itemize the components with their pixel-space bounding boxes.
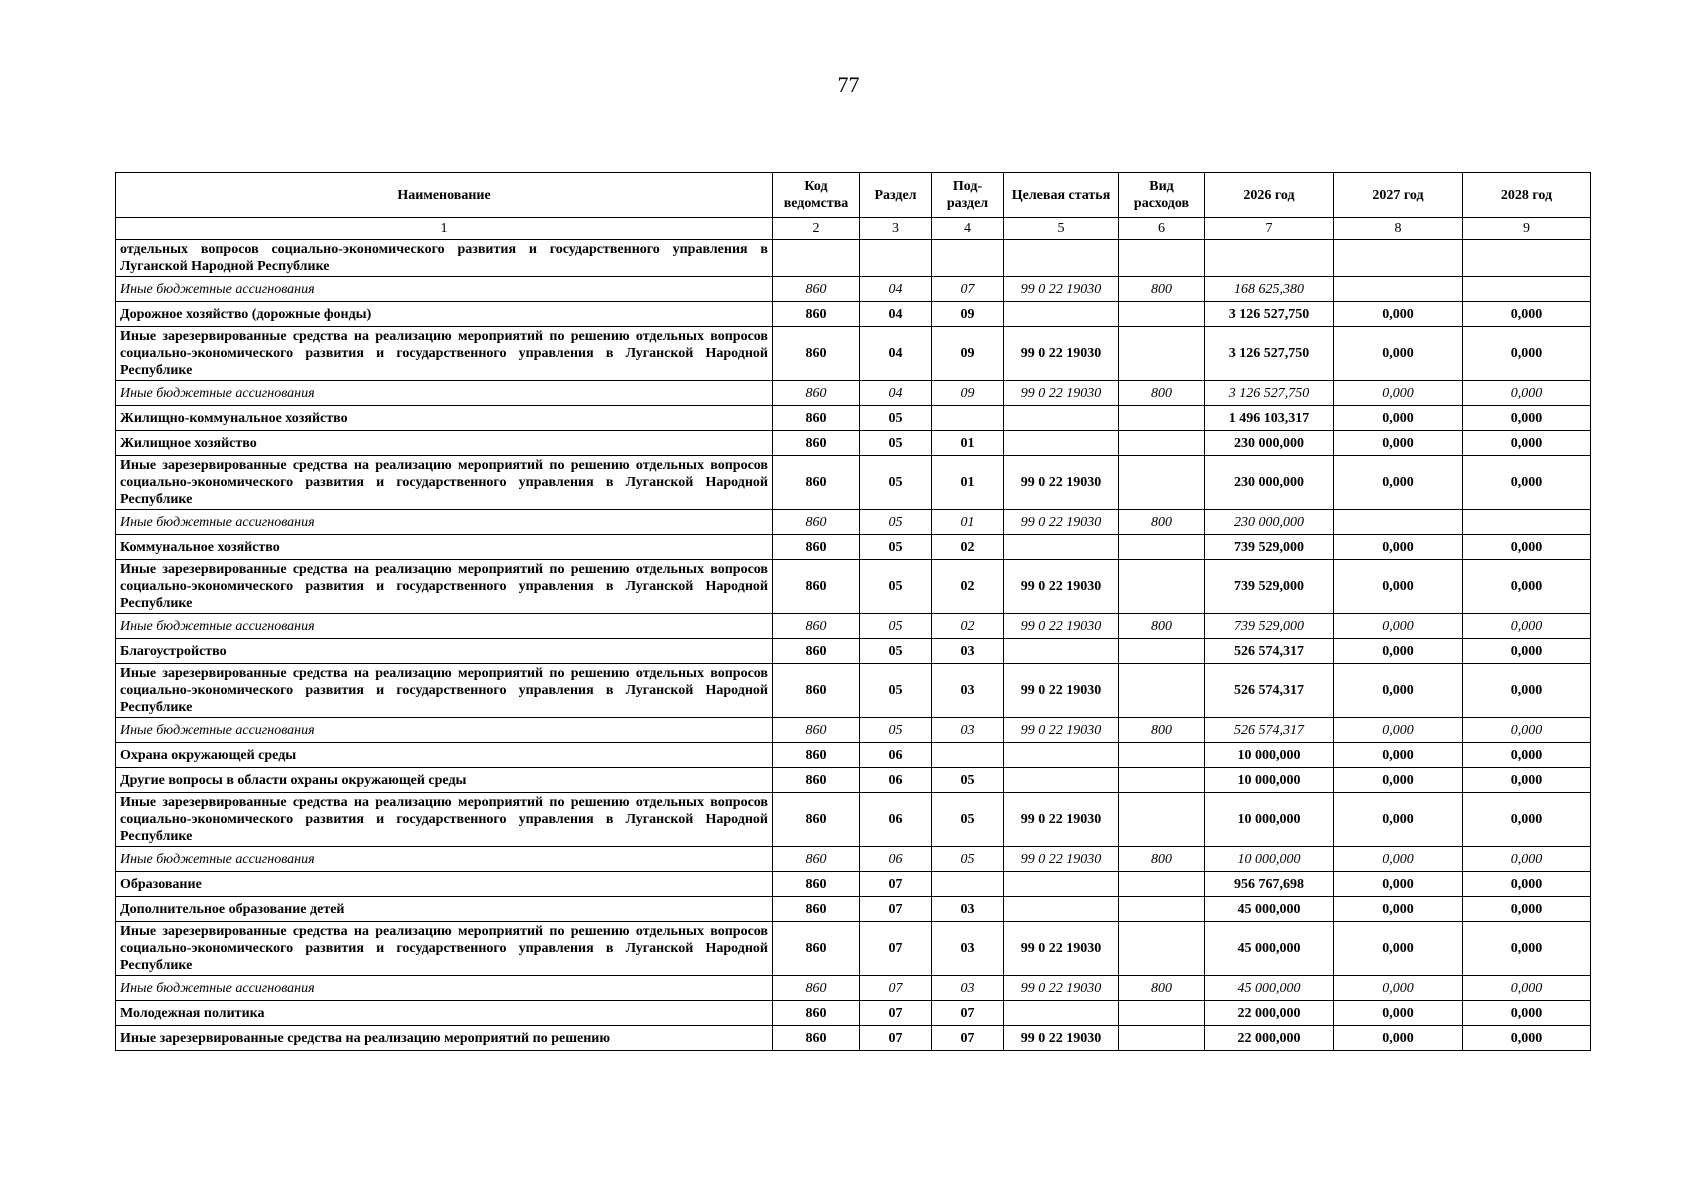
- header-expense-type: Вид расходов: [1119, 173, 1205, 218]
- row-section: [860, 240, 932, 277]
- row-expense-type: [1119, 1001, 1205, 1026]
- row-target-article: 99 0 22 19030: [1004, 510, 1119, 535]
- row-amount-2028: 0,000: [1463, 922, 1591, 976]
- row-expense-type: [1119, 302, 1205, 327]
- header-target-article: Целевая статья: [1004, 173, 1119, 218]
- row-section: 07: [860, 1026, 932, 1051]
- row-expense-type: 800: [1119, 847, 1205, 872]
- row-amount-2026: 739 529,000: [1205, 535, 1334, 560]
- row-subsection: 01: [932, 431, 1004, 456]
- row-amount-2026: 526 574,317: [1205, 664, 1334, 718]
- row-expense-type: [1119, 456, 1205, 510]
- row-dept-code: 860: [773, 381, 860, 406]
- row-target-article: [1004, 743, 1119, 768]
- row-target-article: [1004, 535, 1119, 560]
- row-dept-code: 860: [773, 431, 860, 456]
- row-section: 05: [860, 664, 932, 718]
- row-target-article: [1004, 1001, 1119, 1026]
- header-dept-code: Код ведомства: [773, 173, 860, 218]
- row-subsection: 09: [932, 381, 1004, 406]
- row-expense-type: [1119, 406, 1205, 431]
- row-amount-2028: [1463, 510, 1591, 535]
- row-expense-type: [1119, 743, 1205, 768]
- row-amount-2026: 739 529,000: [1205, 614, 1334, 639]
- row-expense-type: 800: [1119, 277, 1205, 302]
- row-name: Иные бюджетные ассигнования: [116, 277, 773, 302]
- row-amount-2028: 0,000: [1463, 535, 1591, 560]
- row-name: Иные зарезервированные средства на реализацию мероприятий по решению отдельных вопросов социально-экономического развития и государственного управления в Луганской Народной Республике: [116, 922, 773, 976]
- row-dept-code: 860: [773, 302, 860, 327]
- row-amount-2027: 0,000: [1334, 743, 1463, 768]
- row-amount-2026: 10 000,000: [1205, 793, 1334, 847]
- row-amount-2026: 230 000,000: [1205, 456, 1334, 510]
- table-row: [116, 431, 1591, 456]
- row-amount-2028: 0,000: [1463, 1001, 1591, 1026]
- row-expense-type: [1119, 431, 1205, 456]
- row-target-article: [1004, 639, 1119, 664]
- row-dept-code: 860: [773, 872, 860, 897]
- row-amount-2027: 0,000: [1334, 718, 1463, 743]
- row-name: Образование: [116, 872, 773, 897]
- row-amount-2027: 0,000: [1334, 793, 1463, 847]
- row-amount-2026: 45 000,000: [1205, 976, 1334, 1001]
- row-name: Иные бюджетные ассигнования: [116, 718, 773, 743]
- row-dept-code: 860: [773, 277, 860, 302]
- row-amount-2027: 0,000: [1334, 1026, 1463, 1051]
- row-amount-2028: 0,000: [1463, 872, 1591, 897]
- row-section: 05: [860, 456, 932, 510]
- row-expense-type: [1119, 768, 1205, 793]
- table-row: [116, 510, 1591, 535]
- row-amount-2028: 0,000: [1463, 327, 1591, 381]
- table-row: [116, 847, 1591, 872]
- row-section: 05: [860, 510, 932, 535]
- row-amount-2026: 230 000,000: [1205, 431, 1334, 456]
- row-amount-2027: 0,000: [1334, 639, 1463, 664]
- row-dept-code: 860: [773, 614, 860, 639]
- row-subsection: 02: [932, 535, 1004, 560]
- column-number: 2: [773, 218, 860, 240]
- row-amount-2026: 3 126 527,750: [1205, 327, 1334, 381]
- row-expense-type: [1119, 1026, 1205, 1051]
- row-section: 05: [860, 718, 932, 743]
- header-subsection: Под-раздел: [932, 173, 1004, 218]
- table-row: [116, 976, 1591, 1001]
- row-name: Благоустройство: [116, 639, 773, 664]
- row-amount-2027: 0,000: [1334, 922, 1463, 976]
- row-amount-2027: 0,000: [1334, 302, 1463, 327]
- row-amount-2027: 0,000: [1334, 768, 1463, 793]
- table-row: [116, 240, 1591, 277]
- header-2026: 2026 год: [1205, 173, 1334, 218]
- row-amount-2028: 0,000: [1463, 664, 1591, 718]
- row-amount-2027: 0,000: [1334, 976, 1463, 1001]
- row-subsection: 03: [932, 718, 1004, 743]
- row-section: 06: [860, 847, 932, 872]
- row-amount-2027: [1334, 277, 1463, 302]
- table-row: [116, 327, 1591, 381]
- row-amount-2028: [1463, 240, 1591, 277]
- row-subsection: [932, 240, 1004, 277]
- row-expense-type: [1119, 922, 1205, 976]
- row-target-article: 99 0 22 19030: [1004, 847, 1119, 872]
- column-number: 3: [860, 218, 932, 240]
- row-section: 04: [860, 327, 932, 381]
- row-name: Иные зарезервированные средства на реализацию мероприятий по решению отдельных вопросов социально-экономического развития и государственного управления в Луганской Народной Республике: [116, 327, 773, 381]
- row-target-article: 99 0 22 19030: [1004, 277, 1119, 302]
- row-section: 04: [860, 381, 932, 406]
- row-dept-code: 860: [773, 793, 860, 847]
- row-amount-2027: [1334, 240, 1463, 277]
- row-amount-2026: 526 574,317: [1205, 639, 1334, 664]
- row-amount-2028: 0,000: [1463, 456, 1591, 510]
- row-expense-type: [1119, 560, 1205, 614]
- table-row: [116, 768, 1591, 793]
- budget-table: [115, 172, 1591, 1051]
- row-section: 06: [860, 768, 932, 793]
- row-expense-type: 800: [1119, 510, 1205, 535]
- row-name: Иные бюджетные ассигнования: [116, 381, 773, 406]
- row-amount-2026: [1205, 240, 1334, 277]
- row-amount-2028: 0,000: [1463, 768, 1591, 793]
- row-dept-code: 860: [773, 1026, 860, 1051]
- row-name: Другие вопросы в области охраны окружающей среды: [116, 768, 773, 793]
- row-amount-2028: 0,000: [1463, 381, 1591, 406]
- table-row: [116, 560, 1591, 614]
- row-amount-2028: 0,000: [1463, 431, 1591, 456]
- row-amount-2028: 0,000: [1463, 718, 1591, 743]
- row-amount-2027: 0,000: [1334, 847, 1463, 872]
- row-dept-code: 860: [773, 327, 860, 381]
- row-dept-code: 860: [773, 406, 860, 431]
- row-target-article: [1004, 897, 1119, 922]
- row-expense-type: [1119, 327, 1205, 381]
- row-amount-2028: 0,000: [1463, 793, 1591, 847]
- row-amount-2026: 10 000,000: [1205, 743, 1334, 768]
- row-expense-type: [1119, 639, 1205, 664]
- row-subsection: 09: [932, 302, 1004, 327]
- row-amount-2026: 3 126 527,750: [1205, 381, 1334, 406]
- row-target-article: [1004, 302, 1119, 327]
- column-number: 9: [1463, 218, 1591, 240]
- row-dept-code: 860: [773, 1001, 860, 1026]
- row-section: 05: [860, 639, 932, 664]
- row-amount-2028: 0,000: [1463, 1026, 1591, 1051]
- row-amount-2028: 0,000: [1463, 847, 1591, 872]
- row-subsection: 09: [932, 327, 1004, 381]
- row-amount-2026: 956 767,698: [1205, 872, 1334, 897]
- row-dept-code: 860: [773, 976, 860, 1001]
- table-row: [116, 664, 1591, 718]
- table-row: [116, 277, 1591, 302]
- row-subsection: 03: [932, 922, 1004, 976]
- row-dept-code: 860: [773, 922, 860, 976]
- row-target-article: [1004, 768, 1119, 793]
- column-number: 1: [116, 218, 773, 240]
- row-section: 05: [860, 560, 932, 614]
- row-expense-type: 800: [1119, 718, 1205, 743]
- row-amount-2026: 22 000,000: [1205, 1001, 1334, 1026]
- row-target-article: 99 0 22 19030: [1004, 456, 1119, 510]
- row-section: 06: [860, 743, 932, 768]
- table-row: [116, 718, 1591, 743]
- row-amount-2026: 10 000,000: [1205, 847, 1334, 872]
- row-expense-type: [1119, 240, 1205, 277]
- table-row: [116, 456, 1591, 510]
- row-amount-2028: 0,000: [1463, 406, 1591, 431]
- row-target-article: 99 0 22 19030: [1004, 793, 1119, 847]
- row-dept-code: 860: [773, 768, 860, 793]
- row-amount-2028: 0,000: [1463, 743, 1591, 768]
- row-subsection: 01: [932, 456, 1004, 510]
- row-dept-code: 860: [773, 510, 860, 535]
- table-row: [116, 302, 1591, 327]
- row-name: Коммунальное хозяйство: [116, 535, 773, 560]
- row-subsection: [932, 406, 1004, 431]
- row-section: 04: [860, 302, 932, 327]
- row-amount-2027: 0,000: [1334, 456, 1463, 510]
- row-section: 07: [860, 922, 932, 976]
- row-amount-2026: 22 000,000: [1205, 1026, 1334, 1051]
- row-dept-code: 860: [773, 664, 860, 718]
- row-subsection: 05: [932, 768, 1004, 793]
- row-dept-code: 860: [773, 535, 860, 560]
- row-target-article: [1004, 240, 1119, 277]
- row-subsection: [932, 743, 1004, 768]
- header-section: Раздел: [860, 173, 932, 218]
- row-expense-type: [1119, 535, 1205, 560]
- column-number: 4: [932, 218, 1004, 240]
- row-expense-type: [1119, 897, 1205, 922]
- table-row: [116, 639, 1591, 664]
- row-target-article: [1004, 406, 1119, 431]
- row-amount-2027: 0,000: [1334, 327, 1463, 381]
- row-amount-2027: 0,000: [1334, 560, 1463, 614]
- row-amount-2026: 739 529,000: [1205, 560, 1334, 614]
- row-name: Иные зарезервированные средства на реализацию мероприятий по решению отдельных вопросов социально-экономического развития и государственного управления в Луганской Народной Республике: [116, 560, 773, 614]
- row-subsection: 03: [932, 976, 1004, 1001]
- row-dept-code: 860: [773, 639, 860, 664]
- row-name: Иные зарезервированные средства на реализацию мероприятий по решению отдельных вопросов социально-экономического развития и государственного управления в Луганской Народной Республике: [116, 664, 773, 718]
- row-subsection: 05: [932, 793, 1004, 847]
- row-amount-2027: [1334, 510, 1463, 535]
- row-subsection: 07: [932, 277, 1004, 302]
- row-name: Жилищно-коммунальное хозяйство: [116, 406, 773, 431]
- row-dept-code: 860: [773, 897, 860, 922]
- table-body: [116, 218, 1591, 1051]
- table-row: [116, 922, 1591, 976]
- row-amount-2027: 0,000: [1334, 406, 1463, 431]
- table-row: [116, 1001, 1591, 1026]
- row-subsection: 01: [932, 510, 1004, 535]
- row-section: 04: [860, 277, 932, 302]
- row-dept-code: 860: [773, 560, 860, 614]
- row-subsection: 07: [932, 1026, 1004, 1051]
- row-name: Охрана окружающей среды: [116, 743, 773, 768]
- row-amount-2026: 168 625,380: [1205, 277, 1334, 302]
- row-subsection: 07: [932, 1001, 1004, 1026]
- row-amount-2028: 0,000: [1463, 614, 1591, 639]
- row-amount-2027: 0,000: [1334, 381, 1463, 406]
- row-dept-code: 860: [773, 456, 860, 510]
- row-expense-type: [1119, 793, 1205, 847]
- row-amount-2028: 0,000: [1463, 976, 1591, 1001]
- row-name: Иные зарезервированные средства на реализацию мероприятий по решению отдельных вопросов социально-экономического развития и государственного управления в Луганской Народной Республике: [116, 793, 773, 847]
- row-amount-2026: 1 496 103,317: [1205, 406, 1334, 431]
- row-target-article: [1004, 431, 1119, 456]
- row-expense-type: 800: [1119, 976, 1205, 1001]
- row-amount-2026: 10 000,000: [1205, 768, 1334, 793]
- row-amount-2028: [1463, 277, 1591, 302]
- table-row: [116, 897, 1591, 922]
- table-row: [116, 406, 1591, 431]
- row-amount-2027: 0,000: [1334, 431, 1463, 456]
- row-amount-2027: 0,000: [1334, 614, 1463, 639]
- row-section: 07: [860, 976, 932, 1001]
- table-row: [116, 743, 1591, 768]
- row-dept-code: [773, 240, 860, 277]
- table-row: [116, 381, 1591, 406]
- row-section: 07: [860, 1001, 932, 1026]
- header-2028: 2028 год: [1463, 173, 1591, 218]
- row-amount-2028: 0,000: [1463, 897, 1591, 922]
- row-amount-2026: 45 000,000: [1205, 922, 1334, 976]
- row-amount-2026: 45 000,000: [1205, 897, 1334, 922]
- row-expense-type: [1119, 872, 1205, 897]
- row-target-article: 99 0 22 19030: [1004, 976, 1119, 1001]
- row-name: отдельных вопросов социально-экономического развития и государственного управления в Луганской Народной Республике: [116, 240, 773, 277]
- row-dept-code: 860: [773, 847, 860, 872]
- row-amount-2027: 0,000: [1334, 897, 1463, 922]
- table-row: [116, 872, 1591, 897]
- column-number: 5: [1004, 218, 1119, 240]
- row-subsection: 05: [932, 847, 1004, 872]
- row-target-article: 99 0 22 19030: [1004, 1026, 1119, 1051]
- row-target-article: 99 0 22 19030: [1004, 381, 1119, 406]
- row-amount-2028: 0,000: [1463, 302, 1591, 327]
- row-amount-2027: 0,000: [1334, 664, 1463, 718]
- row-name: Иные бюджетные ассигнования: [116, 976, 773, 1001]
- column-number: 6: [1119, 218, 1205, 240]
- page-number: 77: [837, 72, 860, 97]
- row-name: Иные бюджетные ассигнования: [116, 614, 773, 639]
- row-name: Молодежная политика: [116, 1001, 773, 1026]
- row-expense-type: 800: [1119, 614, 1205, 639]
- header-name: Наименование: [116, 173, 773, 218]
- column-number-row: [116, 218, 1591, 240]
- row-amount-2028: 0,000: [1463, 560, 1591, 614]
- row-amount-2028: 0,000: [1463, 639, 1591, 664]
- row-section: 05: [860, 614, 932, 639]
- row-name: Иные бюджетные ассигнования: [116, 847, 773, 872]
- row-name: Иные зарезервированные средства на реализацию мероприятий по решению: [116, 1026, 773, 1051]
- table-row: [116, 614, 1591, 639]
- row-section: 05: [860, 406, 932, 431]
- row-amount-2026: 3 126 527,750: [1205, 302, 1334, 327]
- row-name: Иные бюджетные ассигнования: [116, 510, 773, 535]
- header-2027: 2027 год: [1334, 173, 1463, 218]
- row-target-article: 99 0 22 19030: [1004, 718, 1119, 743]
- row-target-article: 99 0 22 19030: [1004, 614, 1119, 639]
- row-amount-2026: 230 000,000: [1205, 510, 1334, 535]
- row-subsection: 02: [932, 560, 1004, 614]
- row-subsection: 03: [932, 897, 1004, 922]
- row-subsection: [932, 872, 1004, 897]
- row-target-article: 99 0 22 19030: [1004, 664, 1119, 718]
- table-row: [116, 1026, 1591, 1051]
- row-subsection: 03: [932, 639, 1004, 664]
- row-target-article: 99 0 22 19030: [1004, 560, 1119, 614]
- row-amount-2027: 0,000: [1334, 1001, 1463, 1026]
- column-number: 8: [1334, 218, 1463, 240]
- row-target-article: 99 0 22 19030: [1004, 922, 1119, 976]
- table-row: [116, 793, 1591, 847]
- row-name: Дорожное хозяйство (дорожные фонды): [116, 302, 773, 327]
- row-dept-code: 860: [773, 718, 860, 743]
- row-expense-type: 800: [1119, 381, 1205, 406]
- column-number: 7: [1205, 218, 1334, 240]
- row-expense-type: [1119, 664, 1205, 718]
- row-amount-2027: 0,000: [1334, 872, 1463, 897]
- row-name: Иные зарезервированные средства на реализацию мероприятий по решению отдельных вопросов социально-экономического развития и государственного управления в Луганской Народной Республике: [116, 456, 773, 510]
- row-amount-2027: 0,000: [1334, 535, 1463, 560]
- row-section: 05: [860, 431, 932, 456]
- header-row: [116, 173, 1591, 218]
- row-amount-2026: 526 574,317: [1205, 718, 1334, 743]
- row-name: Жилищное хозяйство: [116, 431, 773, 456]
- row-section: 06: [860, 793, 932, 847]
- table-row: [116, 535, 1591, 560]
- row-section: 07: [860, 872, 932, 897]
- row-section: 05: [860, 535, 932, 560]
- row-section: 07: [860, 897, 932, 922]
- row-dept-code: 860: [773, 743, 860, 768]
- row-subsection: 03: [932, 664, 1004, 718]
- row-name: Дополнительное образование детей: [116, 897, 773, 922]
- row-subsection: 02: [932, 614, 1004, 639]
- row-target-article: 99 0 22 19030: [1004, 327, 1119, 381]
- row-target-article: [1004, 872, 1119, 897]
